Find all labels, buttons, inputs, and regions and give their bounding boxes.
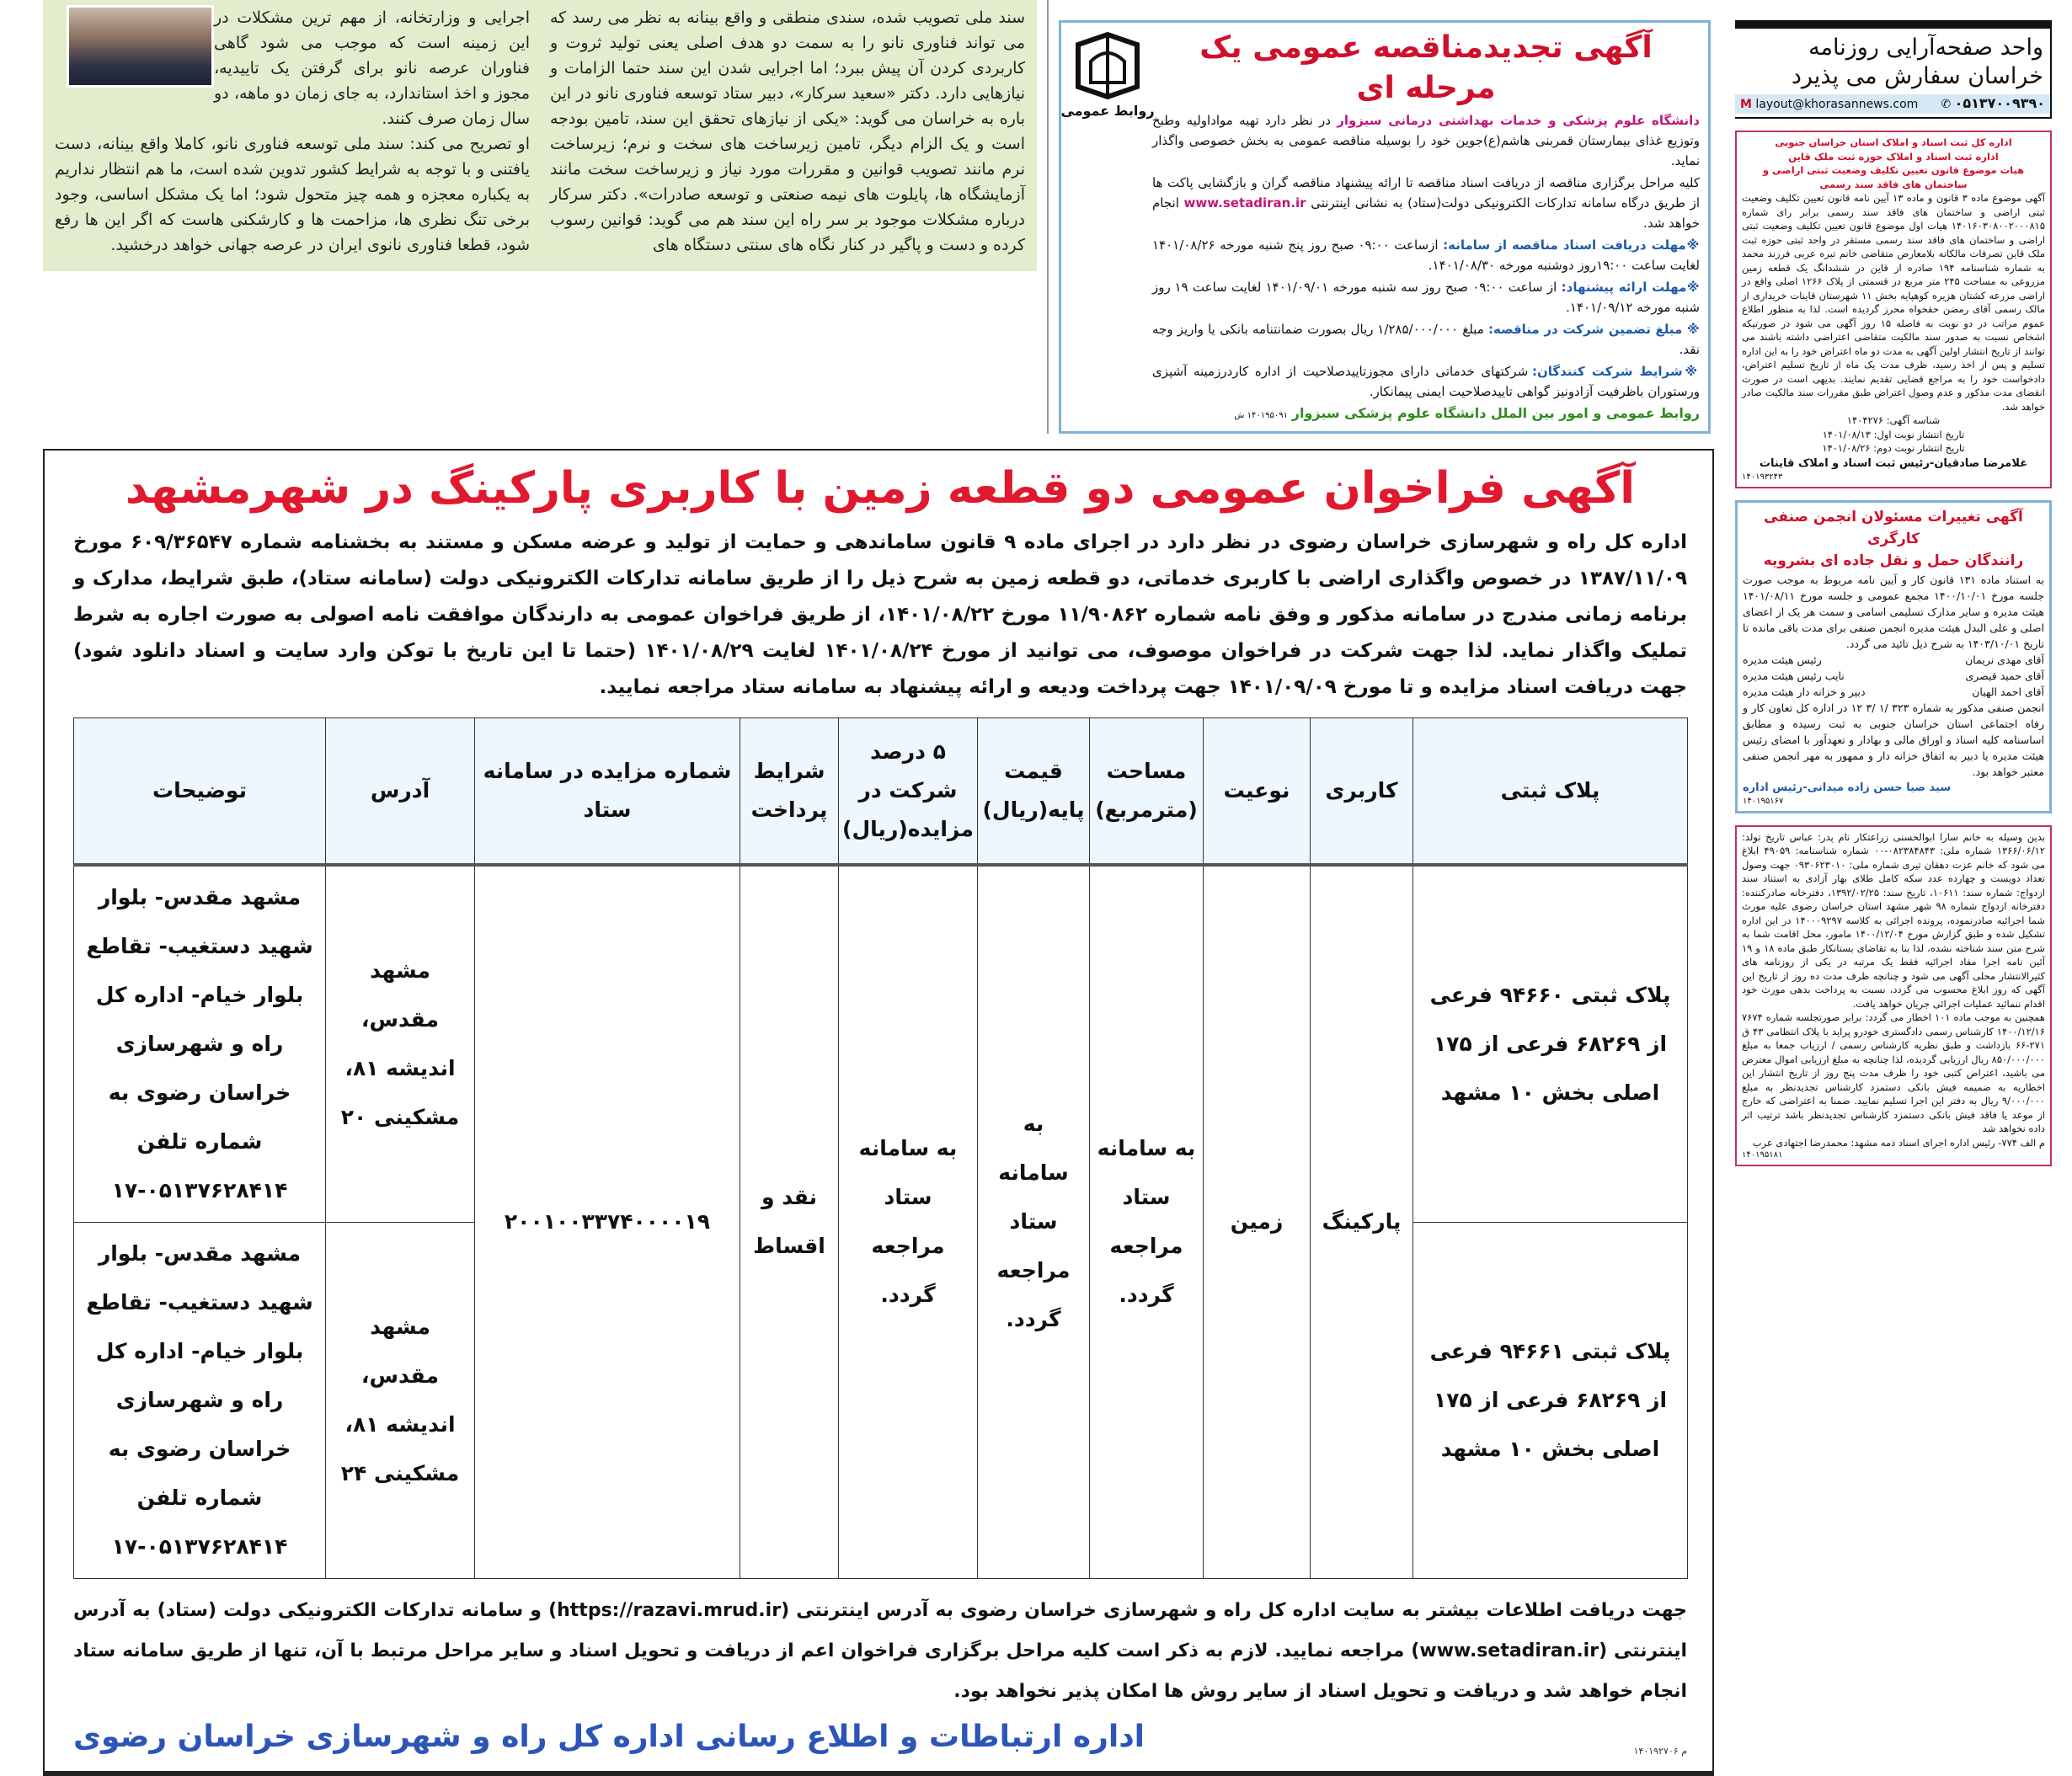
ad-bottom-row: [73, 1717, 1687, 1757]
union-notice-box: [1735, 500, 2052, 813]
member-name: آقای احمد الهیان: [1972, 685, 2044, 698]
article-column-left-wrap: [55, 5, 530, 258]
right-sidebar: [1735, 20, 2052, 1166]
setadiran-link[interactable]: www.setadiran.ir: [1183, 195, 1306, 211]
conditions-text: شرکتهای خدماتی دارای مجوزتاییدصلاحیت از اداره کاردرزمینه آشپزی ورستوران باظرفیت آزادونیز گواهی تاییدصلاحیت ایمنی پیمانکار.: [1152, 364, 1700, 399]
notice-id: شناسه آگهی: ۱۴۰۴۲۷۶: [1846, 414, 1941, 426]
plak-cell: پلاک ثبتی ۹۴۶۶۱ فرعی از ۶۸۲۶۹ فرعی از ۱۷۵ اصلی بخش ۱۰ مشهد: [1413, 1222, 1688, 1578]
member-role: نایب رئیس هیئت مدیره: [1743, 669, 1845, 682]
ad-code: ۱۴۰۱۹۵۱۸۱: [1742, 1150, 1783, 1160]
notice-body: به استناد ماده ۱۳۱ قانون کار و آیین نامه مربوط به موجب صورت جلسه مورخ ۱۴۰۰/۱۰/۰۱ مجمع عمومی و جلسه مورخ ۱۴۰۱/۰۸/۱۱ هیئت مدیره و سایر مدارک تسلیمی اسامی و سمت هر یک از اعضای اصلی و علی البدل هیئت مدیره انجمن صنفی برای مدت باقی مانده تا تاریخ ۱۴۰۳/۱۰/۰۱ به شرح ذیل تائید می گردد.: [1743, 573, 2044, 650]
submission-label: ※مهلت ارائه پیشنهاد:: [1561, 280, 1700, 295]
enforcement-notice-box: [1735, 825, 2052, 1167]
area-cell: به سامانه ستاد مراجعه گردد.: [1090, 865, 1204, 1579]
price-cell: به سامانه ستاد مراجعه گردد.: [978, 865, 1090, 1579]
address-cell: مشهد مقدس، اندیشه ۸۱، مشکینی ۲۴: [326, 1222, 475, 1578]
ad-intro: اداره کل راه و شهرسازی خراسان رضوی در نظر دارد در اجرای ماده ۹ قانون ساماندهی و حمایت از تولید و عرضه مسکن و مستند به بخشنامه شماره ۶۰۹/۳۶۵۴۷ مورخ ۱۳۸۷/۱۱/۰۹ در خصوص واگذاری اراضی با کاربری خدماتی، دو قطعه زمین به شرح ذیل را از طریق سامانه تدارکات الکترونیکی دولت (سامانه ستاد)، طبق شرایط، مدارک و برنامه زمانی مندرج در سامانه مذکور و وفق نامه شماره ۱۱/۹۰۸۶۲ مورخ ۱۴۰۱/۰۸/۲۲، از طریق فراخوان عمومی به دارندگان موافقت نامه اصولی به صورت اجاره به شرط تملیک واگذار نماید. لذا جهت شرکت در فراخوان موصوف، می توانید از مورخ ۱۴۰۱/۰۸/۲۴ لغایت ۱۴۰۱/۰۸/۲۹ (حتما تا این تاریخ با توکن وارد سایت و اسناد دانلود شود) جهت دریافت اسناد مزایده و تا مورخ ۱۴۰۱/۰۹/۰۹ جهت پرداخت ودیعه و ارائه پیشنهاد به سامانه ستاد مراجعه نمایید.: [73, 531, 1687, 698]
payment-cell: نقد و اقساط: [740, 865, 839, 1579]
notice-body: بدین وسیله به خانم سارا ابوالحسنی زراعتکار نام پدر: عباس تاریخ تولد: ۱۳۶۶/۰۶/۱۲ شماره ملی: ۰۸۲۳۸۴۸۴۳-۰۰ شماره شناسنامه: ۴۹۰۵۹ ابلاغ می شود که خانم عزت دهقان تیری شماره ملی: ۰۹۳۰۶۲۳۰۱۰ جهت وصول تعداد دویست و چهارده عدد سکه کامل طلای بهار آزادی به استناد سند ازدواج: شماره سند: ۱۰۶۱۱، تاریخ سند: ۱۳۹۲/۰۲/۲۵، دفترخانه صادرکننده: دفترخانه ازدواج شماره ۹۸ شهر مشهد استان خراسان رضوی علیه مورث شما اجرائیه صادرنموده، پرونده اجرائی به کلاسه ۱۴۰۰۰۹۲۹۷ در این اداره تشکیل شده و طبق گزارش مورخ ۱۴۰۰/۱۲/۰۴ مامور، محل اقامت شما به شرح متن سند شناخته نشده، لذا بنا به تقاضای بستانکار طبق ماده ۱۸ و ۱۹ آئین نامه اجرا مفاد اجرائیه فقط یک مرتبه در یکی از روزنامه های کثیرالانتشار محلی آگهی می شود و چنانچه ظرف مدت ده روز از تاریخ این آگهی که روز ابلاغ محسوب می گردد، نسبت به پرداخت بدهی مورث خود اقدام ننمائید عملیات اجرائی جریان خواهد یافت.: [1742, 830, 2046, 1010]
member-role: دبیر و خزانه دار هیئت مدیره: [1743, 685, 1866, 698]
deposit-cell: به سامانه ستاد مراجعه گردد.: [839, 865, 978, 1579]
header-area: مساحت (مترمربع): [1090, 718, 1204, 865]
left-area: [43, 0, 1714, 1776]
tender-text: انجام خواهد شد.: [1152, 195, 1700, 231]
header-payment: شرایط پرداخت: [740, 718, 839, 865]
org-name: دانشگاه علوم پزشکی و خدمات بهداشتی درمانی سبزوار: [1337, 113, 1700, 128]
address-cell: مشهد مقدس، اندیشه ۸۱، مشکینی ۲۰: [326, 865, 475, 1223]
layout-service-title: واحد صفحه‌آرایی روزنامه خراسان سفارش می پذیرد: [1791, 35, 2043, 89]
notice-title: رانندگان حمل و نقل جاده ای بشرویه: [1763, 552, 2024, 569]
tender-text: کلیه مراحل برگزاری مناقصه از دریافت اسناد مناقصه تا ارائه پیشنهاد مناقصه گران و بازگشایی پاکت ها از طریق درگاه سامانه تدارکات الکترونیکی دولت(ستاد) به نشانی اینترنتی: [1152, 175, 1700, 211]
header-plak: پلاک ثبتی: [1413, 718, 1688, 865]
mail-icon: M: [1740, 97, 1752, 111]
tender-signature: روابط عمومی و امور بین الملل دانشگاه علوم پزشکی سبزوار: [1291, 405, 1700, 421]
svg-text:روابط عمومی: روابط عمومی: [1060, 103, 1155, 119]
university-logo-icon: [1060, 28, 1155, 120]
notice-date: تاریخ انتشار نوبت اول: ۱۴۰۱/۰۸/۱۳: [1822, 428, 1965, 440]
registry-notice-box: [1735, 131, 2052, 488]
type-cell: زمین: [1204, 865, 1311, 1579]
guarantee-text: مبلغ ۱/۲۸۵/۰۰۰/۰۰۰ ریال بصورت ضمانتنامه بانکی یا واریز وجه نقد.: [1152, 322, 1700, 357]
member-name: آقای مهدی نریمان: [1965, 653, 2044, 666]
land-table: [73, 717, 1688, 1579]
article-column-right-wrap: [550, 5, 1025, 258]
notice-body: همچنین به موجب ماده ۱۰۱ اخطار می گردد: برابر صورتجلسه شماره ۷۶۷۴ ۱۴۰۰/۱۲/۱۶ کارشناس رسمی دادگستری خودرو پراید با پلاک انتظامی ۴۳ ق ۲۷۱-۶۶ بازداشت و طبق نظریه کارشناس رسمی / ارزیاب جمعا به مبلغ ۸۵۰/۰۰۰/۰۰۰ ریال ارزیابی گردیده، لذا چنانچه به مبلغ ارزیابی اموال معترض می باشید، اعتراض کتبی خود را ظرف مدت پنج روز از تاریخ انتشار این اخطاریه به ضمیمه فیش بانکی دستمزد کارشناس تجدیدنظر به مبلغ ۹/۰۰۰/۰۰۰ ریال به دفتر این اجرا تسلیم نمایید. ضمنا به اعتراضی که خارج از موعد یا فاقد فیش بانکی دستمزد کارشناس تجدیدنظر باشد ترتیب اثر داده نخواهد شد: [1742, 1011, 2046, 1134]
member-name: آقای حمید قیصری: [1965, 669, 2044, 682]
notice-title: آگهی تغییرات مسئولان انجمن صنفی کارگری: [1764, 508, 2023, 547]
ad-title: آگهی فراخوان عمومی دو قطعه زمین با کاربری پارکینگ در شهرمشهد: [125, 463, 1636, 514]
notice-heading: اداره کل ثبت اسناد و املاک استان خراسان جنوبی: [1775, 136, 2012, 148]
deadline-label: ※مهلت دریافت اسناد مناقصه از سامانه:: [1443, 237, 1700, 253]
notice-heading: اداره ثبت اسناد و املاک حوزه ثبت ملک قاین: [1788, 150, 1999, 163]
header-price: قیمت پایه(ریال): [978, 718, 1090, 865]
auction-no-cell: ۲۰۰۱۰۰۳۳۷۴۰۰۰۰۱۹: [475, 865, 740, 1579]
member-row: [1743, 668, 2044, 684]
ad-code: ۱۴۰۱۹۵۰۹۱ ش: [1234, 411, 1288, 420]
top-row: [43, 0, 1714, 434]
ad-footer: جهت دریافت اطلاعات بیشتر به سایت اداره کل راه و شهرسازی خراسان رضوی به آدرس اینترنتی (https://razavi.mrud.ir) و سامانه تدارکات الکترونیکی دولت (ستاد) به آدرس اینترنتی (www.setadiran.ir) مراجعه نمایید. لازم به ذکر است کلیه مراحل برگزاری فراخوان اعم از دریافت و تحویل اسناد و سایر مراحل مرتبط با آن، تنها از طریق سامانه ستاد انجام خواهد شد و دریافت و تحویل اسناد از سایر روش ها امکان پذیر نخواهد بود.: [73, 1599, 1687, 1702]
header-notes: توضیحات: [74, 718, 326, 865]
notice-signature: سید ضیا حسن زاده میدانی-رئیس اداره: [1743, 781, 1952, 794]
member-role: رئیس هیئت مدیره: [1743, 653, 1822, 666]
members-list: [1743, 652, 2044, 700]
phone-number: ۰۵۱۳۷۰۰۹۳۹۰: [1954, 95, 2045, 111]
table-row: [74, 865, 1688, 1223]
header-deposit: ۵ درصد شرکت در مزایده(ریال): [839, 718, 978, 865]
author-photo: [67, 5, 214, 88]
usage-cell: پارکینگ: [1311, 865, 1413, 1579]
email-link[interactable]: layout@khorasannews.com: [1755, 97, 1919, 111]
submission-text: از ساعت ۰۹:۰۰ صبح روز سه شنبه مورخه ۱۴۰۱/۰۹/۰۱ لغایت ساعت ۱۹ روز شنبه مورخه ۱۴۰۱/۰۹/۱۲.: [1152, 280, 1700, 315]
notice-body: آگهی موضوع ماده ۳ قانون و ماده ۱۳ آیین نامه قانون تعیین تکلیف وضعیت ثبتی اراضی و ساختمان های فاقد سند رسمی برابر رای شماره ۱۴۰۱۶۰۳۰۸۰۰۲۰۰۰۸۱۵ هیات اول موضوع قانون تعیین تکلیف وضعیت ثبتی اراضی و ساختمان های فاقد سند رسمی مستقر در واحد ثبتی حوزه ثبت ملک قاین تصرفات مالکانه بلامعارض متقاضی خانم تیره عربی فرزند محمد به شماره شناسنامه ۱۹۴ صادره از قاین در ششدانگ یک قطعه زمین مزروعی به مساحت ۲۴۵ متر مربع در قسمتی از پلاک ۱۲۶۶ اصلی واقع در اراضی مزرعه کشتان هزیره کوهپایه بخش ۱۱ شهرستان قاینات خریداری از مالک رسمی آقای رمضن حقخواه محرز گردیده است. لذا به منظور اطلاع عموم مراتب در دو نوبت به فاصله ۱۵ روز آگهی می شود در صورتیکه اشخاص نسبت به صدور سند مالکیت متقاضی اعتراضی داشته باشند می توانند از تاریخ انتشار اولین آگهی به مدت دو ماه اعتراض خود را به این اداره تسلیم و پس از اخذ رسید، ظرف مدت یک ماه از تاریخ تسلیم اعتراض، دادخواست خود را به مراجع قضایی تقدیم نمایند. بدیهی است در صورت انقضای مدت مذکور و عدم وصول اعتراض طبق مقررات سند مالکیت صادر خواهد شد.: [1742, 192, 2045, 413]
notice-signature: غلامرضا صادقیان-رئیس ثبت اسناد و املاک قاینات: [1759, 456, 2028, 470]
ad-code: ۱۴۰۱۹۳۲۴۳: [1742, 472, 1783, 482]
news-article: [43, 0, 1037, 271]
member-row: [1743, 652, 2044, 668]
conditions-label: ※شرایط شرکت کنندگان:: [1531, 364, 1700, 379]
ad-code: ۱۴۰۱۹۲۷۰۶ م: [1633, 1745, 1687, 1757]
notice-heading: هیات موضوع قانون تعیین تکلیف وضعیت ثبتی اراضی و ساختمان های فاقد سند رسمی: [1762, 164, 2025, 190]
article-column-right: سند ملی تصویب شده، سندی منطقی و واقع بینانه به نظر می رسد که می تواند فناوری نانو را به سمت دو هدف اصلی یعنی تولید ثروت و کاربردی کردن آن پیش ببرد؛ اما اجرایی شدن این سند حتما الزامات و نیازهایی دارد. دکتر «سعید سرکار»، دبیر ستاد توسعه فناوری نانو در این باره به خراسان می گوید: «یکی از نیازهای تحقق این سند، تامین بودجه است و یک الزام دیگر، تامین زیرساخت های سخت و نرم؛ زیرساخت نرم مانند تصویب قوانین و مقررات مورد نیاز و زیرساخت سخت مانند آزمایشگاه ها، پایلوت های نیمه صنعتی و توسعه صادرات». دکتر سرکار درباره مشکلات موجود بر سر راه این سند هم می گوید: قوانین رسوب کرده و دست و پاگیر در کنار نگاه های سنتی دستگاه های: [550, 8, 1025, 254]
sabzevar-tender-ad: [1059, 20, 1711, 434]
notes-cell: مشهد مقدس- بلوار شهید دستغیب- تقاطع بلوار خیام- اداره کل راه و شهرسازی خراسان رضوی به شماره تلفن ۰۵۱۳۷۶۲۸۴۱۴-۱۷: [74, 865, 326, 1223]
tender-content: [1152, 28, 1700, 426]
table-header-row: [74, 718, 1688, 865]
notice-signature: م الف ۷۷۴- رئیس اداره اجرای اسناد ذمه مشهد: محمدرضا اجتهادی عرب: [1752, 1136, 2045, 1149]
header-usage: کاربری: [1311, 718, 1413, 865]
header-auction-no: شماره مزایده در سامانه ستاد: [475, 718, 740, 865]
article-column-left-bottom: او تصریح می کند: سند ملی توسعه فناوری نانو، کاملا واقع بینانه، دست یافتنی و با توجه به شرایط کشور تدوین شده است، ما هم انتظار نداریم به یکباره معجزه و همه چیز متحول شود؛ اما یک مشکل اساسی، وجود برخی تنگ نظری ها، مزاحمت ها و کارشکنی هاست که اگر این ها رفع شود، قطعا فناوری نانوی ایران در عرصه جهانی خواهد درخشید.: [55, 135, 530, 254]
tender-intro: در نظر دارد تهیه مواداولیه وطبخ وتوزیع غذای بیمارستان قمربنی هاشم(ع)جوین خود را بوسیله مناقصه عمومی به بخش خصوصی واگذار نماید.: [1152, 113, 1700, 168]
parking-land-tender-ad: [43, 449, 1714, 1776]
layout-service-box: [1735, 20, 2052, 119]
contact-bar: [1735, 94, 2050, 114]
article-column-left-top: اجرایی و وزارتخانه، از مهم ترین مشکلات در این زمینه است که موجب می شود گاهی فناوران عرصه نانو برای گرفتن یک تاییدیه، مجوز و اخذ استاندارد، به جای زمان دو ماهه، دو سال زمان صرف کنند.: [214, 8, 530, 128]
deadline-text: ازساعت ۰۹:۰۰ صبح روز پنج شنبه مورخه ۱۴۰۱/۰۸/۲۶ لغایت ساعت ۱۹:۰۰روز دوشنبه مورخه ۱۴۰۱/۰۸/۳۰.: [1152, 237, 1700, 273]
tender-body: [1152, 110, 1700, 426]
header-address: آدرس: [326, 718, 475, 865]
notice-date: تاریخ انتشار نوبت دوم: ۱۴۰۱/۰۸/۲۶: [1822, 442, 1965, 454]
ad-code: ۱۴۰۱۹۵۱۶۷: [1743, 796, 1784, 806]
tender-title: آگهی تجدیدمناقصه عمومی یک مرحله ای: [1199, 30, 1653, 105]
member-row: [1743, 684, 2044, 700]
notes-cell: مشهد مقدس- بلوار شهید دستغیب- تقاطع بلوار خیام- اداره کل راه و شهرسازی خراسان رضوی به شماره تلفن ۰۵۱۳۷۶۲۸۴۱۴-۱۷: [74, 1222, 326, 1578]
guarantee-label: ※ مبلغ تضمین شرکت در مناقصه:: [1487, 322, 1701, 337]
ad-signature: اداره ارتباطات و اطلاع رسانی اداره کل راه و شهرسازی خراسان رضوی: [73, 1719, 1145, 1754]
notice-body: انجمن صنفی مذکور به شماره ۳۲۳ /۱ /۳ ۱۲ در اداره کل تعاون کار و رفاه اجتماعی استان خراسان جنوبی به ثبت رسیده و مطابق اساسنامه کلیه اسناد و اوراق مالی و بهادار و تعهدآور با امضای رئیس هیئت مدیره یا دبیر به اتفاق خزانه دار و ممهور به مهر انجمن صنفی معتبر خواهد بود.: [1743, 701, 2045, 778]
header-type: نوعیت: [1204, 718, 1311, 865]
column-divider: [1047, 0, 1049, 434]
plak-cell: پلاک ثبتی ۹۴۶۶۰ فرعی از ۶۸۲۶۹ فرعی از ۱۷۵ اصلی بخش ۱۰ مشهد: [1413, 865, 1688, 1223]
phone-icon: ✆: [1941, 98, 1952, 111]
